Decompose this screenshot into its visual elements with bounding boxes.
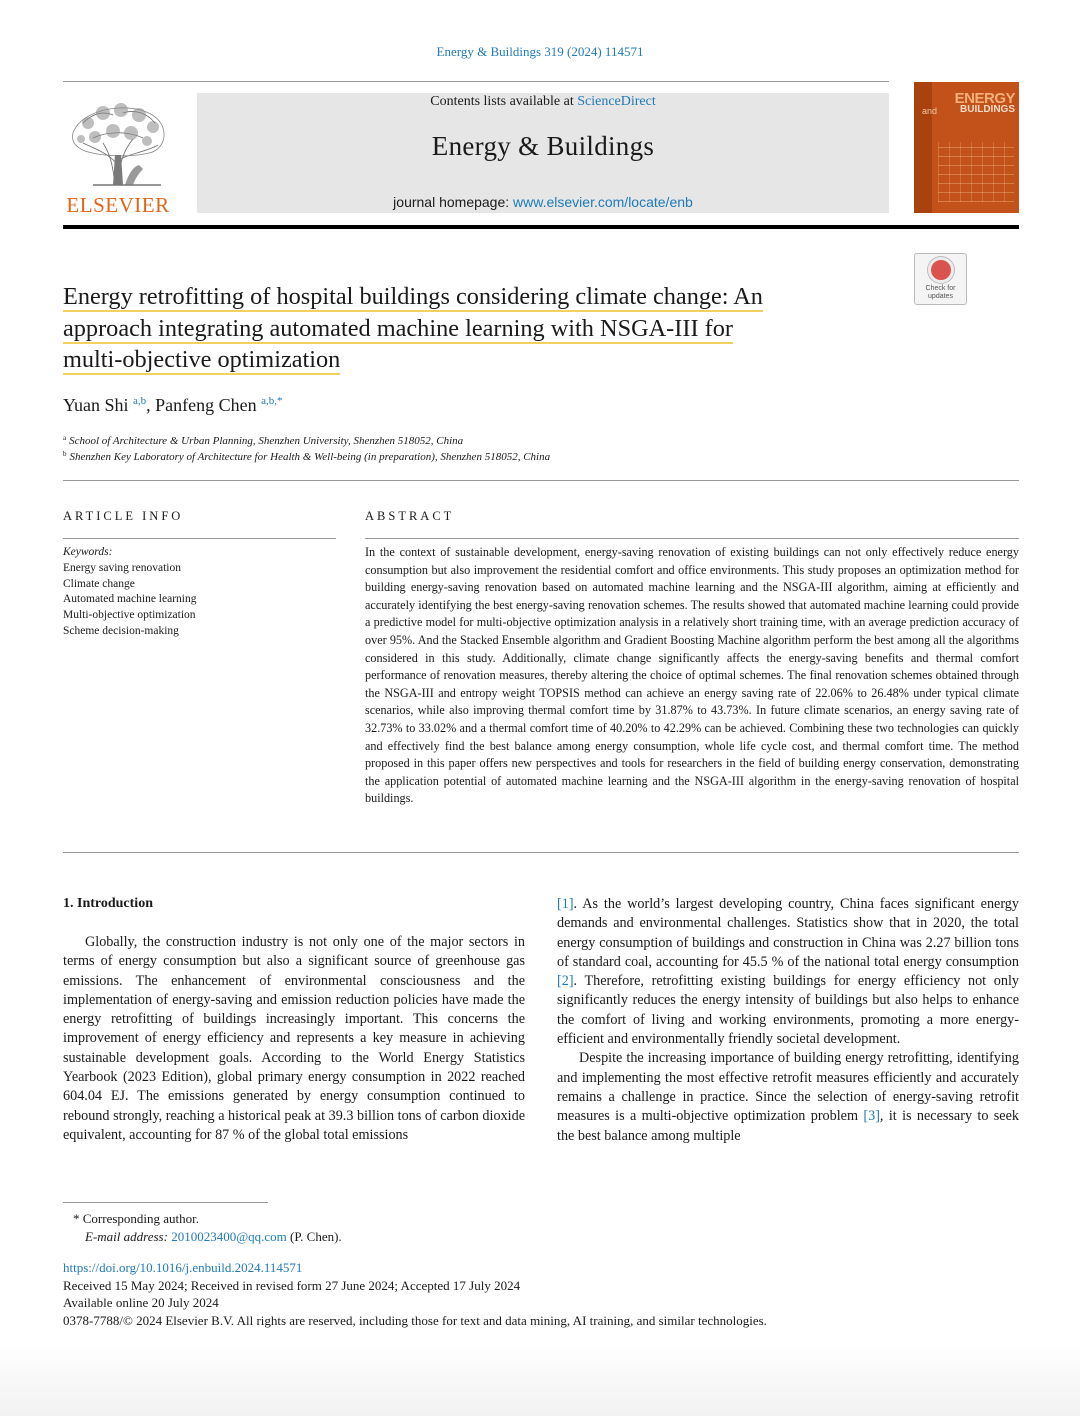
received-dates: Received 15 May 2024; Received in revised form 27 June 2024; Accepted 17 July 2024 — [63, 1277, 521, 1293]
available-online-date: Available online 20 July 2024 — [63, 1295, 219, 1310]
homepage-prefix: journal homepage: — [393, 194, 514, 210]
section-rule — [63, 480, 1019, 481]
journal-name: Energy & Buildings — [431, 131, 655, 161]
paragraph-text: . Therefore, retrofitting existing buildings for energy efficiency not only significantly reduces the energy intensity of buildings but also helps to enhance the comfort of living and working environments, promoting a more energy-efficient and environmentally friendly societal development. — [557, 973, 1019, 1048]
cover-title-energy: ENERGY — [954, 90, 1015, 107]
title-line: Energy retrofitting of hospital buildings considering climate change: An — [63, 283, 763, 310]
abstract-bottom-rule — [63, 852, 1019, 853]
keyword-item: Multi-objective optimization — [63, 609, 196, 622]
email-label: E-mail address: — [85, 1229, 172, 1244]
paragraph-text: . As the world’s largest developing country, China faces significant energy demands and environmental challenges. Statistics show that in 2020, the total energy consumption of buildings and construction in China was 2.27 billion tons of standard coal, accounting for 45.5 % of the national total energy consumption — [557, 896, 1019, 970]
footnote-rule — [63, 1202, 268, 1203]
elsevier-wordmark[interactable]: ELSEVIER — [66, 193, 170, 217]
citation-link[interactable]: [3] — [863, 1108, 880, 1125]
author-name[interactable]: Yuan Shi — [63, 395, 129, 415]
citation-link[interactable]: [1] — [557, 896, 574, 912]
keyword-item: Energy saving renovation — [63, 561, 181, 574]
page-bottom-shade — [0, 1340, 1080, 1416]
author-separator: , — [146, 395, 156, 415]
cover-title-buildings: BUILDINGS — [960, 104, 1015, 115]
keyword-item: Climate change — [63, 577, 135, 590]
keywords-block — [63, 545, 196, 640]
affiliation-text: Shenzhen Key Laboratory of Architecture for Health & Well-being (in preparation), Shenzhen 518052, China — [69, 451, 551, 463]
contents-availability — [197, 94, 889, 110]
copyright-line: 0378-7788/© 2024 Elsevier B.V. All rights are reserved, including those for text and data mining, AI training, and similar technologies. — [63, 1312, 767, 1328]
intro-paragraph: Globally, the construction industry is not only one of the major sectors in terms of energy consumption but also a significant source of greenhouse gas emissions. The enhancement of environmental consciousness and the implementation of energy-saving and emission reduction policies have made the energy retrofitting of buildings increasingly important. This concerns the improvement of energy efficiency and represents a key measure in achieving sustainable development goals. According to the World Energy Statistics Yearbook (2023 Edition), global primary energy consumption in 2022 reached 604.04 EJ. The emissions generated by energy consumption continued to rebound strongly, reaching a historical peak at 39.3 billion tons of carbon dioxide equivalent, accounting for 87 % of the global total emissions — [63, 934, 525, 1143]
intro-right-column — [557, 895, 1019, 1146]
intro-paragraph — [557, 895, 1019, 1049]
keyword-item: Automated machine learning — [63, 593, 197, 606]
homepage-link[interactable]: www.elsevier.com/locate/enb — [513, 194, 693, 210]
check-for-updates-badge[interactable] — [914, 253, 967, 305]
cover-spine — [914, 82, 932, 213]
cover-title-and: and — [922, 106, 938, 116]
affiliation-b — [63, 450, 550, 463]
header-thick-rule — [63, 225, 1019, 229]
citation-link[interactable]: [2] — [557, 973, 574, 990]
corresponding-author-note: * Corresponding author. — [73, 1211, 200, 1226]
paragraph-text: , it is necessary to seek the best balance among multiple — [557, 1108, 1019, 1144]
email-suffix: (P. Chen). — [286, 1229, 342, 1244]
author-name[interactable]: Panfeng Chen — [155, 395, 257, 415]
article-title — [63, 281, 883, 376]
affiliation-a — [63, 434, 463, 447]
email-line — [63, 1228, 342, 1246]
keyword-item: Scheme decision-making — [63, 624, 179, 637]
sciencedirect-link[interactable]: ScienceDirect — [577, 94, 656, 109]
title-line: multi-objective optimization — [63, 346, 341, 373]
intro-left-column — [63, 933, 525, 1145]
publication-info — [63, 1259, 767, 1329]
contents-prefix: Contents lists available at — [430, 94, 578, 109]
corresponding-author-footnote — [63, 1210, 342, 1246]
abstract-heading: ABSTRACT — [365, 509, 455, 523]
affiliation-mark: b — [63, 450, 67, 458]
author-affiliation-mark[interactable]: a,b — [133, 395, 147, 407]
crossmark-icon — [928, 257, 954, 283]
keywords-label: Keywords: — [63, 546, 113, 558]
journal-homepage — [197, 194, 889, 210]
article-info-rule — [63, 538, 336, 539]
title-line: approach integrating automated machine learning with NSGA-III for — [63, 314, 733, 342]
abstract-rule — [365, 538, 1019, 539]
journal-cover-thumbnail[interactable] — [914, 82, 1019, 213]
author-list — [63, 395, 283, 416]
author-affiliation-mark[interactable]: a,b,* — [261, 395, 283, 407]
cover-pattern — [938, 142, 1014, 202]
affiliation-text: School of Architecture & Urban Planning, Shenzhen University, Shenzhen 518052, China — [69, 435, 464, 447]
doi-link[interactable]: https://doi.org/10.1016/j.enbuild.2024.114571 — [63, 1260, 303, 1275]
article-info-heading: ARTICLE INFO — [63, 509, 184, 523]
email-link[interactable]: 2010023400@qq.com — [171, 1229, 287, 1244]
header-rule — [63, 81, 889, 82]
paragraph-text: Despite the increasing importance of building energy retrofitting, identifying and implementing the most effective retrofit measures efficiently and accurately remains a challenge in practice. Since the selection of energy-saving retrofit measures is a multi-objective optimization problem — [557, 1050, 1019, 1125]
intro-paragraph — [557, 1049, 1019, 1145]
crossmark-label: Check for updates — [925, 285, 956, 300]
introduction-heading: 1. Introduction — [63, 896, 153, 911]
affiliation-mark: a — [63, 434, 67, 442]
abstract-body: In the context of sustainable development, energy-saving renovation of existing buildings can not only effectively reduce energy consumption but also improvement the residential comfort and office environments. This study proposes an optimization method for building energy-saving renovation based on automated machine learning and the NSGA-III algorithm, aiming at efficiently and accurately identifying the best energy-saving renovation schemes. The results showed that automated machine learning could provide a predictive model for multi-objective optimization analysis in a relatively short training time, with an average prediction accuracy of over 95%. And the Stacked Ensemble algorithm and Gradient Boosting Machine algorithm perform the best among all the algorithms considered in this study. Additionally, climate change significantly affects the energy-saving benefits and thermal comfort performance of renovation measures, thereby altering the choice of optimal schemes. The final renovation schemes obtained through the NSGA-III and entropy weight TOPSIS method can achieve an energy saving rate of 22.06% to 26.48% under typical climate scenarios, while also improving thermal comfort time by 31.87% to 43.73%. In future climate scenarios, an energy saving rate of 32.73% to 33.02% and a thermal comfort time of 40.20% to 42.29% can be achieved. Combining these two technologies can quickly and effectively find the best balance among energy consumption, whole life cycle cost, and thermal comfort time. The method proposed in this paper offers new perspectives and tools for researchers in the field of building energy conservation, demonstrating the application potential of automated machine learning and the NSGA-III algorithm in the energy-saving renovation of hospital buildings. — [365, 545, 1019, 806]
journal-citation[interactable]: Energy & Buildings 319 (2024) 114571 — [436, 44, 644, 59]
